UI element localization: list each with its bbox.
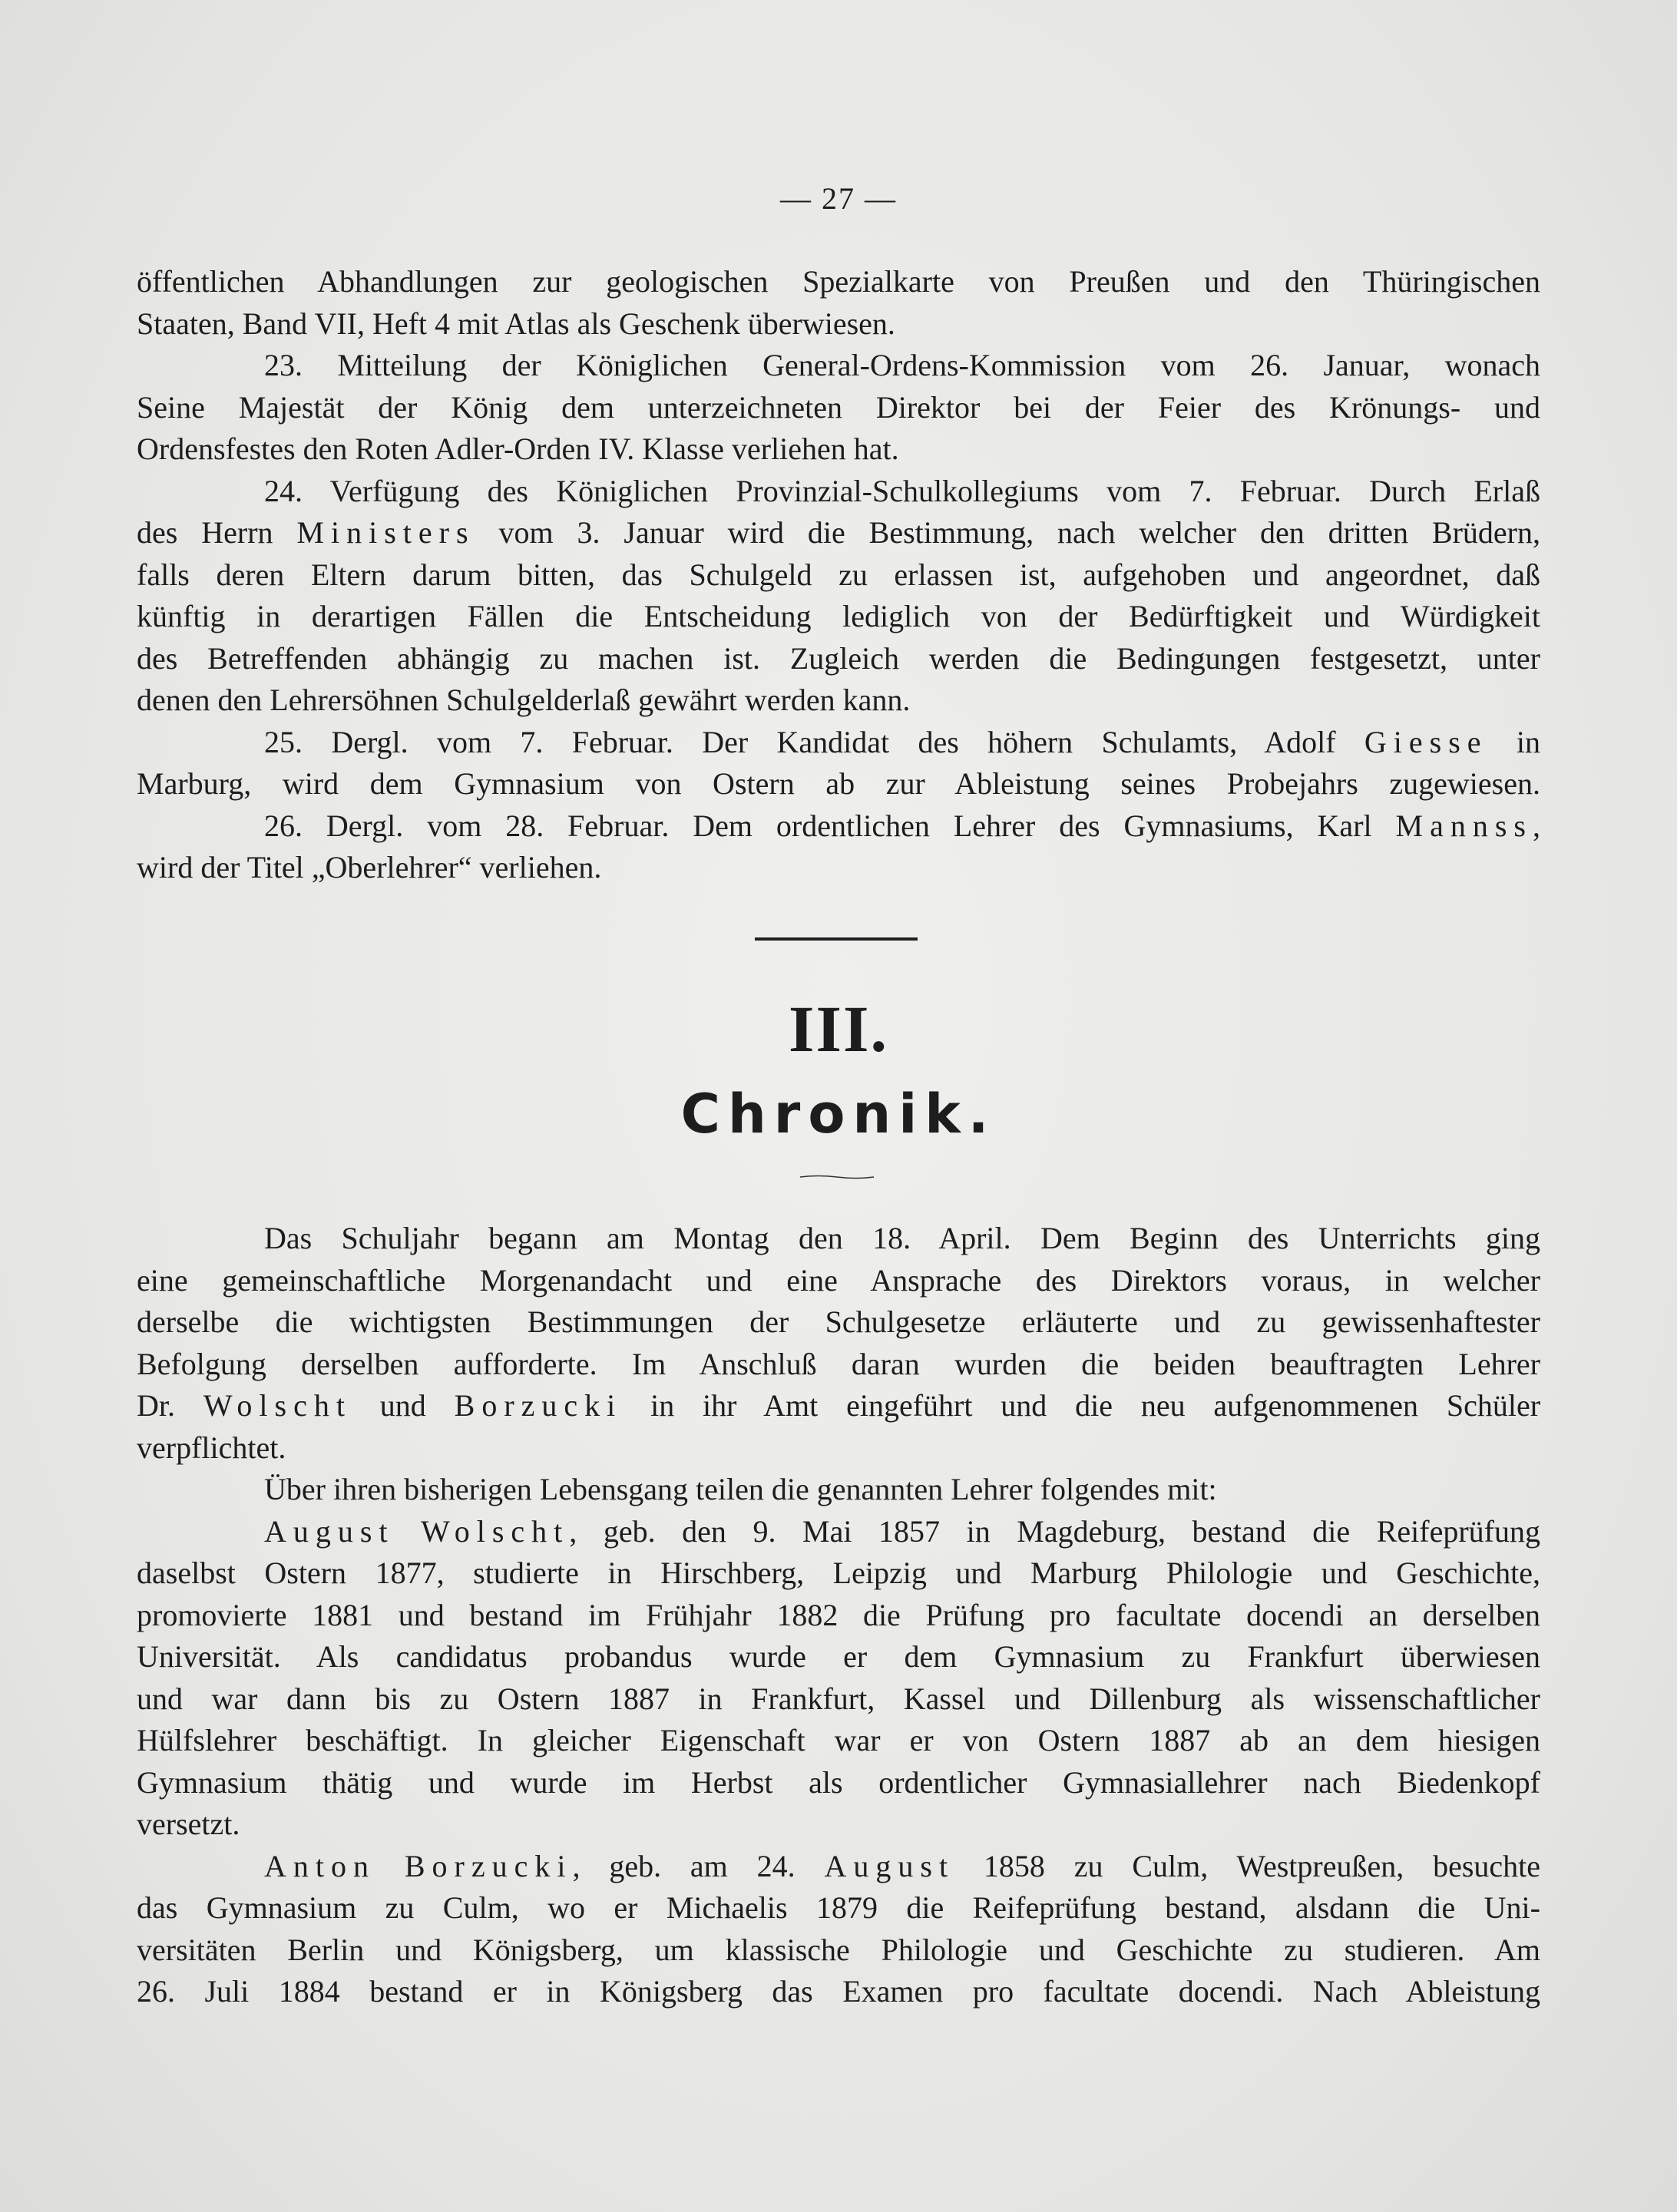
text-line: Anton Borzucki, geb. am 24. August 1858 zu Culm, Westpreußen, besuchte <box>264 1848 1541 1883</box>
text-line: das Gymnasium zu Culm, wo er Michaelis 1879 die Reifeprüfung bestand, alsdann die Uni- <box>137 1890 1540 1925</box>
text-line: verpflichtet. <box>137 1430 286 1465</box>
text-line: versetzt. <box>137 1807 240 1841</box>
text-line: Befolgung derselben aufforderte. Im Anschluß daran wurden die beiden beauftragten Lehrer <box>137 1346 1540 1381</box>
text-line: promovierte 1881 und bestand im Frühjahr 1882 die Prüfung pro facultate docendi an derselben <box>137 1597 1540 1632</box>
text-line: versitäten Berlin und Königsberg, um klassische Philologie und Geschichte zu studieren. Am <box>137 1932 1540 1967</box>
text-line: des Betreffenden abhängig zu machen ist. Zugleich werden die Bedingungen festgesetzt, unter <box>137 640 1540 676</box>
text-line: daselbst Ostern 1877, studierte in Hirschberg, Leipzig und Marburg Philologie und Geschichte, <box>137 1556 1540 1590</box>
text-line: Gymnasium thätig und wurde im Herbst als ordentlicher Gymnasiallehrer nach Biedenkopf <box>137 1764 1540 1800</box>
text-block-announcements <box>137 261 1540 889</box>
text-line: und war dann bis zu Ostern 1887 in Frankfurt, Kassel und Dillenburg als wissenschaftlicher <box>137 1681 1540 1716</box>
text-line: Marburg, wird dem Gymnasium von Ostern ab zur Ableistung seines Probejahrs zugewiesen. <box>137 766 1540 801</box>
page-number: — 27 — <box>780 181 897 216</box>
text-line: 26. Dergl. vom 28. Februar. Dem ordentlichen Lehrer des Gymnasiums, Karl Mannss, <box>264 808 1540 843</box>
title-underline-ornament <box>799 1175 875 1179</box>
text-line: 26. Juli 1884 bestand er in Königsberg das Examen pro facultate docendi. Nach Ableistung <box>137 1974 1540 2009</box>
text-line: 24. Verfügung des Königlichen Provinzial-Schulkollegiums vom 7. Februar. Durch Erlaß <box>264 473 1540 508</box>
text-line: Über ihren bisherigen Lebensgang teilen die genannten Lehrer folgendes mit: <box>264 1472 1217 1506</box>
text-line: Seine Majestät der König dem unterzeichneten Direktor bei der Feier des Krönungs- und <box>137 389 1540 425</box>
text-line: eine gemeinschaftliche Morgenandacht und eine Ansprache des Direktors voraus, in welcher <box>137 1262 1540 1298</box>
text-line: 25. Dergl. vom 7. Februar. Der Kandidat des höhern Schulamts, Adolf Giesse in <box>264 724 1540 759</box>
text-line: falls deren Eltern darum bitten, das Schulgeld zu erlassen ist, aufgehoben und angeordnet, daß <box>137 557 1540 592</box>
text-line: Staaten, Band VII, Heft 4 mit Atlas als Geschenk überwiesen. <box>137 306 895 341</box>
text-line: August Wolscht, geb. den 9. Mai 1857 in Magdeburg, bestand die Reifeprüfung <box>264 1513 1541 1549</box>
section-title: Chronik. <box>680 1083 997 1146</box>
text-line: denen den Lehrersöhnen Schulgelderlaß gewährt werden kann. <box>137 683 911 717</box>
text-line: 23. Mitteilung der Königlichen General-Ordens-Kommission vom 26. Januar, wonach <box>264 348 1540 382</box>
text-line: Ordensfestes den Roten Adler-Orden IV. Klasse verliehen hat. <box>137 431 899 466</box>
text-line: Hülfslehrer beschäftigt. In gleicher Eigenschaft war er von Ostern 1887 ab an dem hiesigen <box>137 1723 1540 1757</box>
text-line: öffentlichen Abhandlungen zur geologischen Spezialkarte von Preußen und den Thüringischen <box>137 264 1540 299</box>
text-line: wird der Titel „Oberlehrer“ verliehen. <box>137 850 602 884</box>
text-line: des Herrn Ministers vom 3. Januar wird die Bestimmung, nach welcher den dritten Brüdern, <box>137 515 1540 550</box>
text-block-chronicle <box>137 1218 1540 2013</box>
section-divider <box>755 937 918 941</box>
text-line: Universität. Als candidatus probandus wurde er dem Gymnasium zu Frankfurt überwiesen <box>137 1639 1540 1674</box>
text-line: künftig in derartigen Fällen die Entscheidung lediglich von der Bedürftigkeit und Würdigkeit <box>137 599 1540 633</box>
text-line: derselbe die wichtigsten Bestimmungen der Schulgesetze erläuterte und zu gewissenhaftester <box>137 1304 1540 1339</box>
text-line: Dr. Wolscht und Borzucki in ihr Amt eingeführt und die neu aufgenommenen Schüler <box>137 1388 1541 1423</box>
section-number: III. <box>789 992 888 1066</box>
text-line: Das Schuljahr begann am Montag den 18. April. Dem Beginn des Unterrichts ging <box>264 1221 1540 1255</box>
